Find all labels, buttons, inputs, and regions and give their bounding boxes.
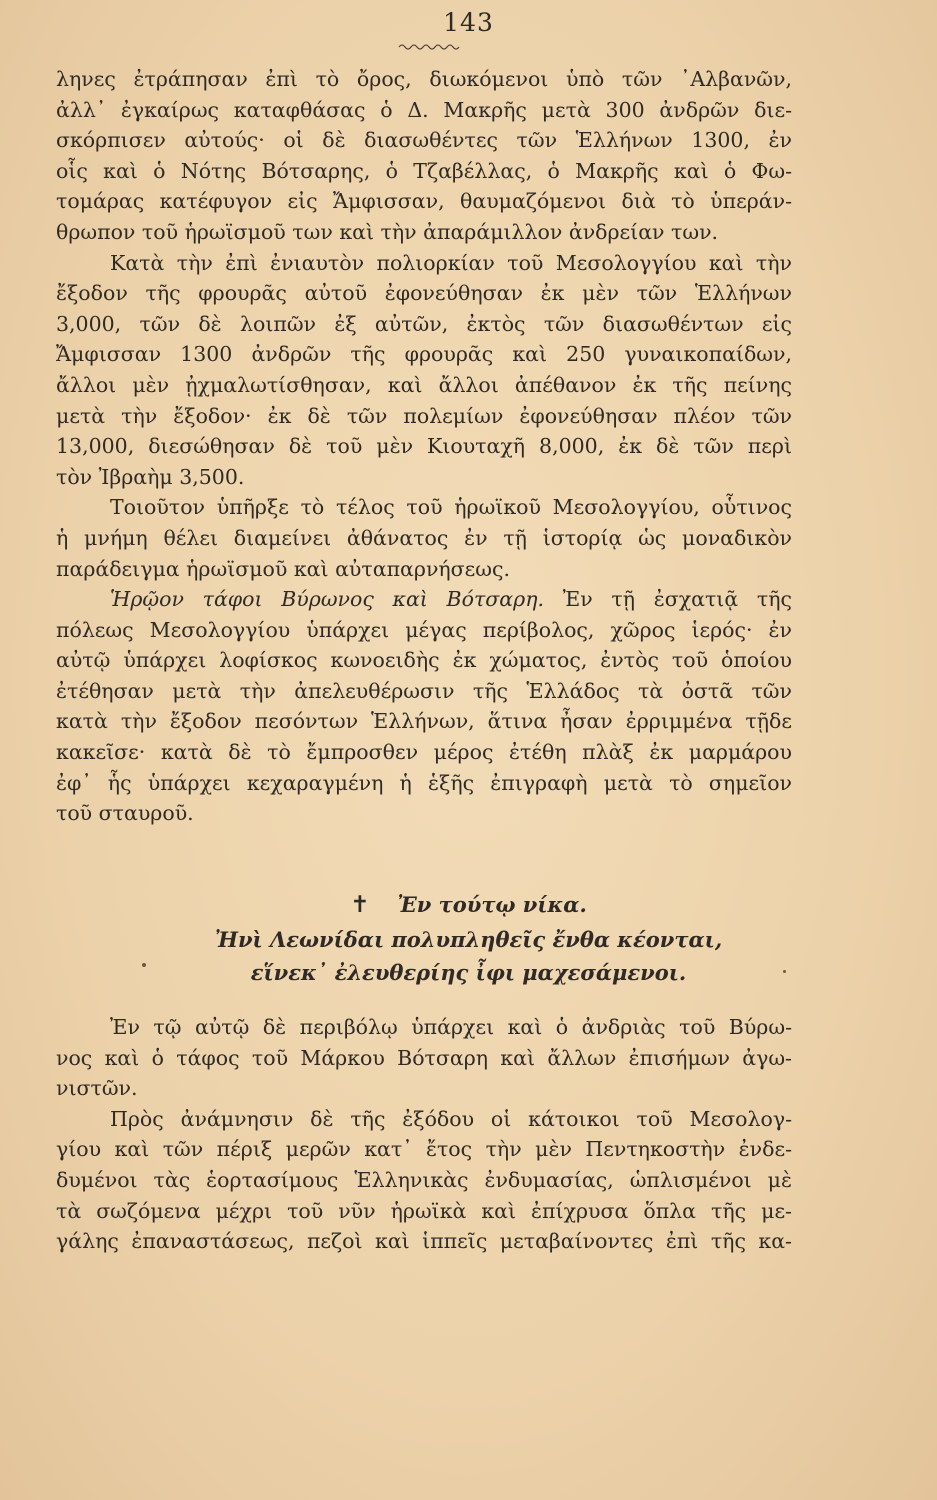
text-line: σκόρπισεν αὐτούς· οἱ δὲ διασωθέντες τῶν Ἑλλήνων 1300, ἐν <box>56 128 792 153</box>
text-line: πόλεως Μεσολογγίου ὑπάρχει μέγας περίβολος, χῶρος ἱερός· ἐν <box>56 617 792 642</box>
text-line: παράδειγμα ἡρωϊσμοῦ καὶ αὐταπαρνήσεως. <box>56 556 511 581</box>
text-line: τομάρας κατέφυγον εἰς Ἄμφισσαν, θαυμαζόμενοι διὰ τὸ ὑπεράν- <box>56 189 792 214</box>
closing-text-block <box>56 1012 792 1257</box>
text-line: ἐφ᾽ ἧς ὑπάρχει κεχαραγμένη ἡ ἑξῆς ἐπιγραφὴ μετὰ τὸ σημεῖον <box>56 770 792 795</box>
ink-speck <box>783 970 786 973</box>
epigram-line: Ἠνὶ Λεωνίδαι πολυπληθεῖς ἔνθα κέονται, <box>214 927 723 952</box>
ink-speck <box>142 963 146 967</box>
epigram-line: εἵνεκ᾽ ἐλευθερίης ἶφι μαχεσάμενοι. <box>250 960 687 985</box>
text-line: Ἐν τῷ αὐτῷ δὲ περιβόλῳ ὑπάρχει καὶ ὁ ἀνδριὰς τοῦ Βύρω- <box>110 1015 792 1039</box>
heading-continuation: Ἐν τῇ ἐσχατιᾷ τῆς <box>562 587 792 612</box>
text-line: Τοιοῦτον ὑπῆρξε τὸ τέλος τοῦ ἡρωϊκοῦ Μεσολογγίου, οὗτινος <box>110 495 792 520</box>
text-line: ἐτέθησαν μετὰ τὴν ἀπελευθέρωσιν τῆς Ἑλλάδος τὰ ὀστᾶ τῶν <box>56 678 792 703</box>
text-line: Κατὰ τὴν ἐπὶ ἐνιαυτὸν πολιορκίαν τοῦ Μεσολογγίου καὶ τὴν <box>110 250 792 275</box>
text-line: ἀλλ᾽ ἐγκαίρως καταφθάσας ὁ Δ. Μακρῆς μετὰ 300 ἀνδρῶν διε- <box>56 97 792 122</box>
text-line: γάλης ἐπαναστάσεως, πεζοὶ καὶ ἱππεῖς μεταβαίνοντες ἐπὶ τῆς κα- <box>56 1229 792 1254</box>
motto-text: Ἐν τούτῳ νίκα. <box>397 892 587 917</box>
text-line: αὐτῷ ὑπάρχει λοφίσκος κωνοειδὴς ἐκ χώματος, ἐντὸς τοῦ ὁποίου <box>56 648 792 673</box>
text-line: νιστῶν. <box>56 1076 138 1101</box>
text-line: 3,000, τῶν δὲ λοιπῶν ἐξ αὐτῶν, ἐκτὸς τῶν διασωθέντων εἰς <box>56 311 792 336</box>
text-line: ἔξοδον τῆς φρουρᾶς αὐτοῦ ἐφονεύθησαν ἐκ μὲν τῶν Ἑλλήνων <box>56 281 792 306</box>
text-line: δυμένοι τὰς ἑορτασίμους Ἑλληνικὰς ἐνδυμασίας, ὡπλισμένοι μὲ <box>56 1167 792 1192</box>
text-line: τὸν Ἰβραὴμ 3,500. <box>56 464 245 489</box>
text-line: κακεῖσε· κατὰ δὲ τὸ ἔμπροσθεν μέρος ἐτέθη πλὰξ ἐκ μαρμάρου <box>56 740 792 765</box>
text-line: γίου καὶ τῶν πέριξ μερῶν κατ᾽ ἔτος τὴν μὲν Πεντηκοστὴν ἐνδε- <box>56 1137 792 1162</box>
text-line: οἷς καὶ ὁ Νότης Βότσαρης, ὁ Τζαβέλλας, ὁ Μακρῆς καὶ ὁ Φω- <box>56 158 792 183</box>
text-line: τὰ σωζόμενα μέχρι τοῦ νῦν ἡρωϊκὰ καὶ ἐπίχρυσα ὅπλα τῆς με- <box>56 1198 792 1223</box>
wavy-ornament-icon <box>398 42 460 50</box>
text-line: 13,000, διεσώθησαν δὲ τοῦ μὲν Κιουταχῆ 8,000, ἐκ δὲ τῶν περὶ <box>56 434 792 459</box>
text-line: Ἄμφισσαν 1300 ἀνδρῶν τῆς φρουρᾶς καὶ 250 γυναικοπαίδων, <box>56 342 792 367</box>
section-heading: Ἡρῷον τάφοι Βύρωνος καὶ Βότσαρη. <box>110 587 544 612</box>
text-line: ἄλλοι μὲν ᾐχμαλωτίσθησαν, καὶ ἄλλοι ἀπέθανον ἐκ τῆς πείνης <box>56 372 792 397</box>
heroes-heading-line <box>56 584 792 615</box>
text-line: ἡ μνήμη θέλει διαμείνει ἀθάνατος ἐν τῇ ἱστορίᾳ ὡς μοναδικὸν <box>56 525 792 550</box>
text-line: Πρὸς ἀνάμνησιν δὲ τῆς ἐξόδου οἱ κάτοικοι τοῦ Μεσολογ- <box>110 1106 792 1131</box>
text-line: ληνες ἐτράπησαν ἐπὶ τὸ ὄρος, διωκόμενοι ὑπὸ τῶν ᾿Αλβανῶν, <box>56 67 792 91</box>
page-number: 143 <box>443 8 494 37</box>
text-line: μετὰ τὴν ἔξοδον· ἐκ δὲ τῶν πολεμίων ἐφονεύθησαν πλέον τῶν <box>56 403 792 428</box>
text-line: τοῦ σταυροῦ. <box>56 801 194 826</box>
text-line: κατὰ τὴν ἔξοδον πεσόντων Ἑλλήνων, ἅτινα ἦσαν ἐρριμμένα τῇδε <box>56 709 792 734</box>
cross-icon: ✝ <box>350 892 370 918</box>
text-line: νος καὶ ὁ τάφος τοῦ Μάρκου Βότσαρη καὶ ἄλλων ἐπισήμων ἀγω- <box>56 1045 792 1070</box>
text-line: θρωπον τοῦ ἡρωϊσμοῦ των καὶ τὴν ἀπαράμιλλον ἀνδρείαν των. <box>56 219 719 244</box>
cross-motto <box>0 892 937 918</box>
main-text-block <box>56 64 792 829</box>
